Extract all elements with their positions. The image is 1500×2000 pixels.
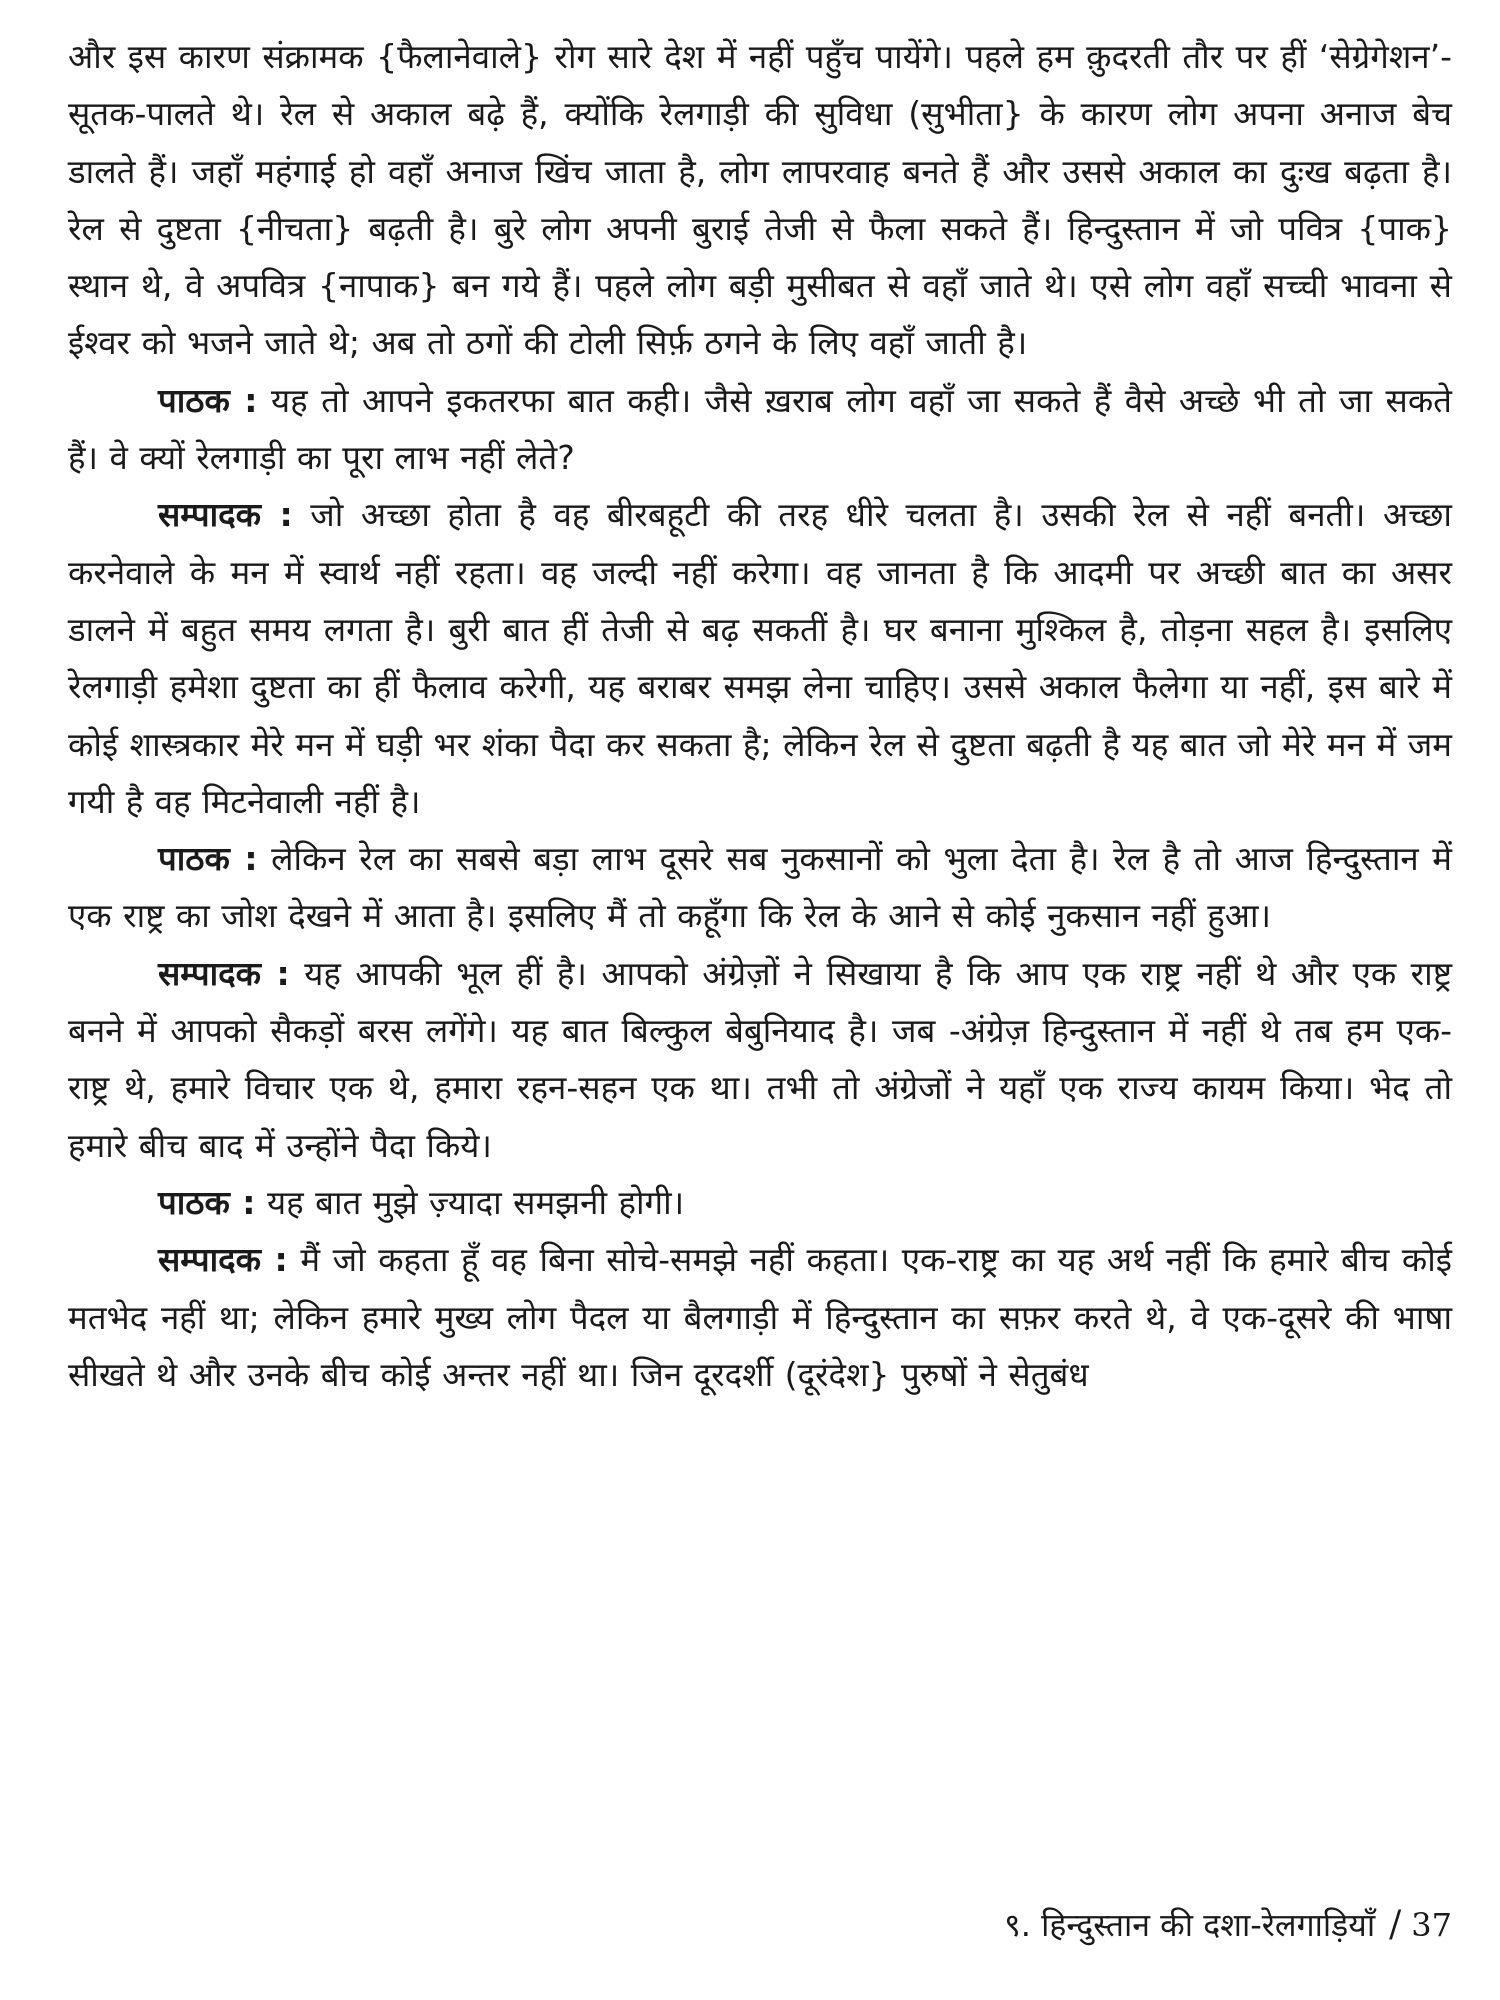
dialogue-paragraph-editor: [68, 945, 1452, 1174]
dialogue-paragraph-reader: [68, 1174, 1452, 1231]
paragraph-text: जो अच्छा होता है वह बीरबहूटी की तरह धीरे चलता है। उसकी रेल से नहीं बनती। अच्छा करनेवाले के मन में स्वार्थ नहीं रहता। वह जल्दी नहीं करेगा। वह जानता है कि आदमी पर अच्छी बात का असर डालने में बहुत समय लगता है। बुरी बात हीं तेजी से बढ़ सकतीं है। घर बनाना मुश्किल है, तोड़ना सहल है। इसलिए रेलगाड़ी हमेशा दुष्टता का हीं फैलाव करेगी, यह बराबर समझ लेना चाहिए। उससे अकाल फैलेगा या नहीं, इस बारे में कोई शास्त्रकार मेरे मन में घड़ी भर शंका पैदा कर सकता है; लेकिन रेल से दुष्टता बढ़ती है यह बात जो मेरे मन में जम गयी है वह मिटनेवाली नहीं है।: [68, 495, 1452, 821]
book-page-body: [68, 28, 1452, 1403]
paragraph-text: मैं जो कहता हूँ वह बिना सोचे-समझे नहीं कहता। एक-राष्ट्र का यह अर्थ नहीं कि हमारे बीच कोई मतभेद नहीं था; लेकिन हमारे मुख्य लोग पैदल या बैलगाड़ी में हिन्दुस्तान का सफ़र करते थे, वे एक-दूसरे की भाषा सीखते थे और उनके बीच कोई अन्तर नहीं था। जिन दूरदर्शी (दूरंदेश} पुरुषों ने सेतुबंध: [68, 1240, 1452, 1394]
paragraph-continuation: [68, 28, 1452, 372]
speaker-label-editor: सम्पादक :: [158, 1240, 288, 1280]
dialogue-paragraph-editor: [68, 486, 1452, 830]
page-number: 37: [1411, 1906, 1452, 1944]
chapter-title: ९. हिन्दुस्तान की दशा-रेलगाड़ियाँ: [1004, 1906, 1376, 1944]
paragraph-text: और इस कारण संक्रामक {फैलानेवाले} रोग सारे देश में नहीं पहुँच पायेंगे। पहले हम क़ुदरती तौर पर हीं ‘सेग्रेगेशन’-सूतक-पालते थे। रेल से अकाल बढ़े हैं, क्योंकि रेलगाड़ी की सुविधा (सुभीता} के कारण लोग अपना अनाज बेच डालते हैं। जहाँ महंगाई हो वहाँ अनाज खिंच जाता है, लोग लापरवाह बनते हैं और उससे अकाल का दुःख बढ़ता है। रेल से दुष्टता {नीचता} बढ़ती है। बुरे लोग अपनी बुराई तेजी से फैला सकते हैं। हिन्दुस्तान में जो पवित्र {पाक} स्थान थे, वे अपवित्र {नापाक} बन गये हैं। पहले लोग बड़ी मुसीबत से वहाँ जाते थे। एसे लोग वहाँ सच्ची भावना से ईश्वर को भजने जाते थे; अब तो ठगों की टोली सिर्फ़ ठगने के लिए वहाँ जाती है।: [68, 37, 1452, 363]
dialogue-paragraph-reader: [68, 830, 1452, 945]
speaker-label-reader: पाठक :: [158, 380, 258, 420]
dialogue-paragraph-reader: [68, 372, 1452, 487]
footer-separator: /: [1389, 1904, 1402, 1945]
speaker-label-reader: पाठक :: [158, 839, 258, 879]
paragraph-text: यह तो आपने इकतरफा बात कही। जैसे ख़राब लोग वहाँ जा सकते हैं वैसे अच्छे भी तो जा सकते हैं। वे क्यों रेलगाड़ी का पूरा लाभ नहीं लेते?: [68, 380, 1452, 478]
paragraph-text: यह बात मुझे ज़्यादा समझनी होगी।: [267, 1182, 685, 1222]
paragraph-text: लेकिन रेल का सबसे बड़ा लाभ दूसरे सब नुकसानों को भुला देता है। रेल है तो आज हिन्दुस्तान में एक राष्ट्र का जोश देखने में आता है। इसलिए मैं तो कहूँगा कि रेल के आने से कोई नुकसान नहीं हुआ।: [68, 839, 1452, 936]
dialogue-paragraph-editor: [68, 1231, 1452, 1403]
speaker-label-editor: सम्पादक :: [158, 953, 290, 993]
paragraph-text: यह आपकी भूल हीं है। आपको अंग्रेज़ों ने सिखाया है कि आप एक राष्ट्र नहीं थे और एक राष्ट्र बनने में आपको सैकड़ों बरस लगेंगे। यह बात बिल्कुल बेबुनियाद है। जब -अंग्रेज़ हिन्दुस्तान में नहीं थे तब हम एक-राष्ट्र थे, हमारे विचार एक थे, हमारा रहन-सहन एक था। तभी तो अंग्रेजों ने यहाँ एक राज्य कायम किया। भेद तो हमारे बीच बाद में उन्होंने पैदा किये।: [68, 953, 1453, 1165]
page-footer: [1004, 1905, 1452, 1945]
speaker-label-editor: सम्पादक :: [158, 495, 293, 535]
speaker-label-reader: पाठक :: [158, 1182, 256, 1222]
